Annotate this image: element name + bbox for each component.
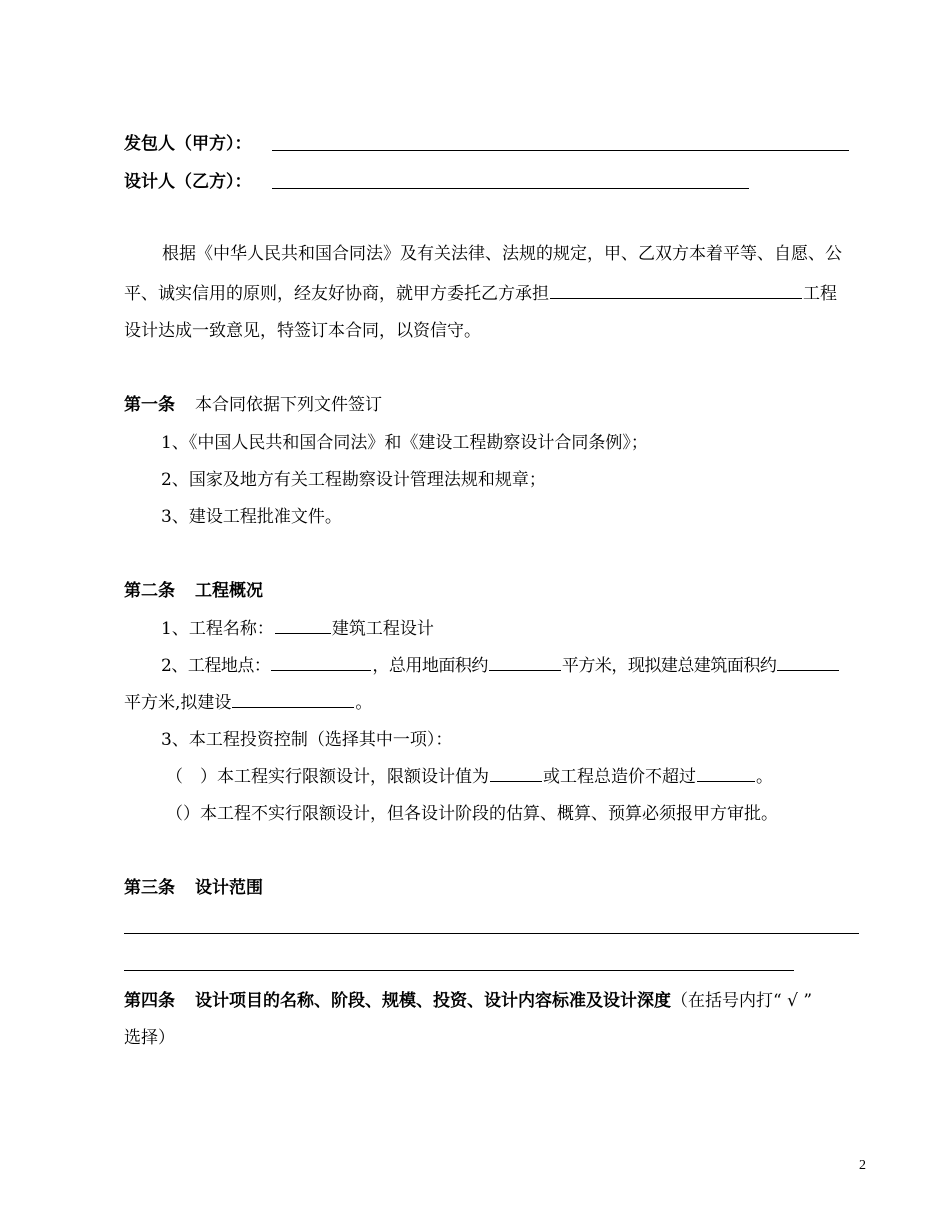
building-area-field[interactable] bbox=[777, 655, 839, 671]
party-a-blank[interactable] bbox=[272, 150, 849, 151]
intro-line-2-text: 平、诚实信用的原则，经友好协商，就甲方委托乙方承担 bbox=[124, 284, 549, 304]
building-plan-end: 。 bbox=[355, 693, 373, 713]
article-1-heading: 第一条 bbox=[124, 395, 175, 415]
building-area-label: 平方米，现拟建总建筑面积约 bbox=[561, 656, 777, 676]
party-a-label: 发包人（甲方）： bbox=[124, 134, 252, 154]
party-b-label: 设计人（乙方）： bbox=[124, 172, 252, 192]
intro-line-1: 根据《中华人民共和国合同法》及有关法律、法规的规定，甲、乙双方本着平等、自愿、公 bbox=[162, 244, 842, 264]
intro-line-2 bbox=[124, 283, 837, 305]
limit-value-field[interactable] bbox=[490, 766, 542, 782]
party-b-blank[interactable] bbox=[272, 188, 749, 189]
intro-line-2-tail: 工程 bbox=[803, 284, 837, 304]
article-4-note-cont: 选择） bbox=[124, 1028, 175, 1048]
article-2-item-1 bbox=[161, 618, 434, 640]
article-2-item-2 bbox=[161, 655, 840, 677]
project-name-blank[interactable] bbox=[550, 283, 802, 299]
location-label: 2、工程地点： bbox=[161, 656, 271, 676]
article-1-item-1: 1、《中国人民共和国合同法》和《建设工程勘察设计合同条例》； bbox=[161, 433, 648, 453]
article-3-heading-line bbox=[124, 877, 263, 899]
article-1-item-2: 2、国家及地方有关工程勘察设计管理法规和规章； bbox=[161, 470, 546, 490]
article-4-heading: 第四条 bbox=[124, 991, 175, 1011]
project-name-suffix: 建筑工程设计 bbox=[331, 619, 434, 639]
option-1-middle: 或工程总造价不超过 bbox=[543, 767, 696, 787]
investment-option-1[interactable] bbox=[166, 766, 773, 788]
article-3-title: 设计范围 bbox=[195, 878, 263, 898]
article-1-item-3: 3、建设工程批准文件。 bbox=[161, 507, 342, 527]
article-4-heading-line bbox=[124, 990, 812, 1012]
party-a-line bbox=[124, 133, 252, 155]
article-2-item-2-cont bbox=[124, 692, 372, 714]
article-1-title: 本合同依据下列文件签订 bbox=[195, 395, 382, 415]
design-scope-line-1[interactable] bbox=[124, 933, 859, 934]
party-b-line bbox=[124, 171, 252, 193]
option-1-text: （ ）本工程实行限额设计，限额设计值为 bbox=[166, 767, 489, 787]
article-4-note: （在括号内打“ √ ” bbox=[671, 991, 813, 1011]
option-1-end: 。 bbox=[756, 767, 773, 787]
project-name-label: 1、工程名称： bbox=[161, 619, 274, 639]
article-2-title: 工程概况 bbox=[195, 581, 263, 601]
article-3-heading: 第三条 bbox=[124, 878, 175, 898]
article-2-item-3: 3、本工程投资控制（选择其中一项）： bbox=[161, 730, 453, 750]
land-area-label: ，总用地面积约 bbox=[372, 656, 488, 676]
article-4-title: 设计项目的名称、阶段、规模、投资、设计内容标准及设计深度 bbox=[195, 991, 671, 1011]
article-1-heading-line bbox=[124, 394, 382, 416]
article-2-heading: 第二条 bbox=[124, 581, 175, 601]
investment-option-2[interactable]: （）本工程不实行限额设计，但各设计阶段的估算、概算、预算必须报甲方审批。 bbox=[166, 804, 778, 824]
intro-line-3: 设计达成一致意见，特签订本合同，以资信守。 bbox=[124, 321, 481, 341]
total-cost-field[interactable] bbox=[697, 766, 755, 782]
location-field[interactable] bbox=[271, 655, 371, 671]
land-area-field[interactable] bbox=[489, 655, 561, 671]
building-plan-field[interactable] bbox=[232, 692, 354, 708]
design-scope-line-2[interactable] bbox=[124, 970, 794, 971]
page-number: 2 bbox=[859, 1158, 866, 1173]
article-2-heading-line bbox=[124, 580, 263, 602]
building-plan-label: 平方米,拟建设 bbox=[124, 693, 232, 713]
project-name-field[interactable] bbox=[275, 618, 331, 634]
